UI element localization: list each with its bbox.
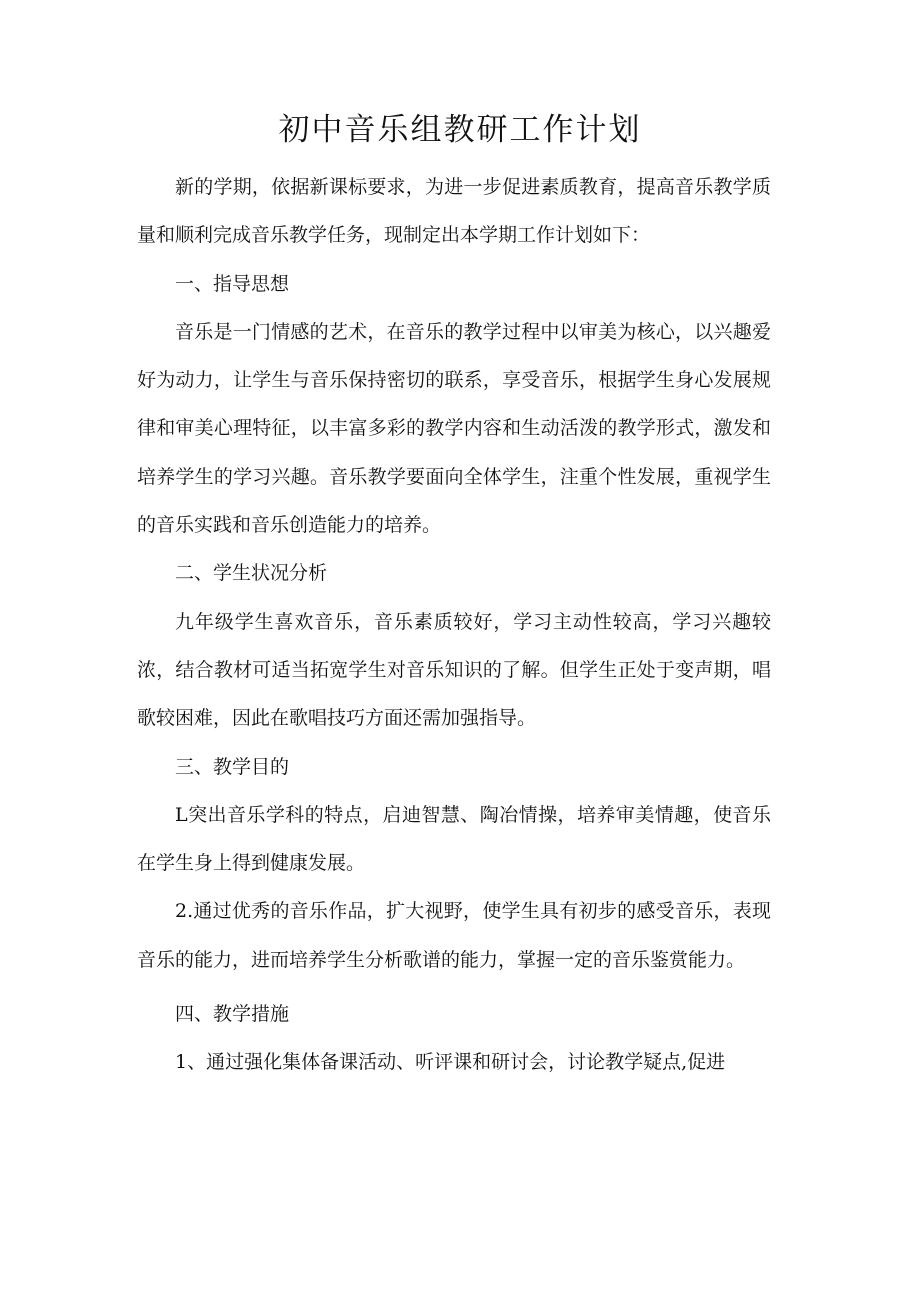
teaching-measure-item-1: 1、通过强化集体备课活动、听评课和研讨会，讨论教学疑点,促进 — [175, 1051, 726, 1074]
section-heading-student-analysis: 二、学生状况分析 — [175, 562, 328, 585]
section-heading-guiding-thought: 一、指导思想 — [175, 272, 290, 295]
guiding-thought-paragraph: 音乐是一门情感的艺术，在音乐的教学过程中以审美为核心，以兴趣爱好为动力，让学生与音乐保持密切的联系，享受音乐，根据学生身心发展规律和审美心理特征，以丰富多彩的教学内容和生动活泼的教学形式，激发和培养学生的学习兴趣。音乐教学要面向全体学生，注重个性发展，重视学生的音乐实践和音乐创造能力的培养。 — [137, 320, 771, 537]
section-heading-teaching-measures: 四、教学措施 — [175, 1003, 290, 1026]
section-heading-teaching-goals: 三、教学目的 — [175, 755, 290, 778]
document-title: 初中音乐组教研工作计划 — [278, 112, 642, 148]
teaching-goal-item-2: 2.通过优秀的音乐作品，扩大视野，使学生具有初步的感受音乐，表现音乐的能力，进而培养学生分析歌谱的能力，掌握一定的音乐鉴赏能力。 — [137, 900, 771, 971]
student-analysis-paragraph: 九年级学生喜欢音乐，音乐素质较好，学习主动性较高，学习兴趣较浓，结合教材可适当拓宽学生对音乐知识的了解。但学生正处于变声期，唱歌较困难，因此在歌唱技巧方面还需加强指导。 — [137, 610, 771, 730]
teaching-goal-item-1: L突出音乐学科的特点，启迪智慧、陶冶情操，培养审美情趣，使音乐在学生身上得到健康发展。 — [137, 803, 771, 875]
intro-paragraph: 新的学期，依据新课标要求，为进一步促进素质教育，提高音乐教学质量和顺利完成音乐教学任务，现制定出本学期工作计划如下： — [137, 176, 771, 247]
document-body — [137, 163, 771, 1087]
